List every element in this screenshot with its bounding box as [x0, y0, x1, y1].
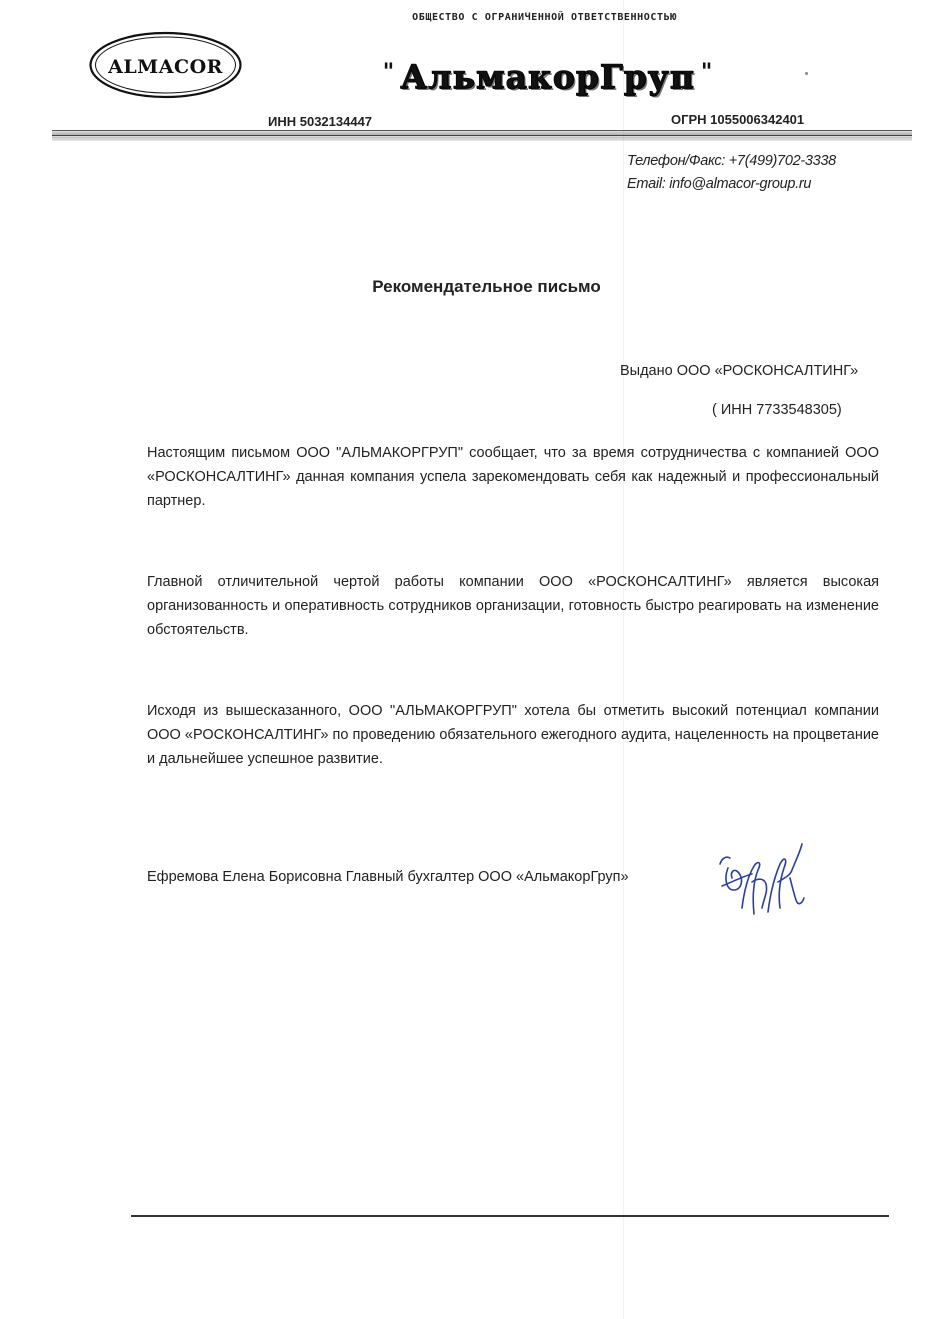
- quote-left: ": [382, 59, 395, 85]
- issued-to-inn: ( ИНН 7733548305): [712, 402, 842, 418]
- quote-right: ": [700, 59, 713, 85]
- phone-fax: Телефон/Факс: +7(499)702-3338: [627, 153, 836, 169]
- header-rule: [52, 130, 912, 141]
- almacor-logo-icon: [88, 30, 243, 100]
- footer-rule: [131, 1215, 889, 1217]
- logo-text: ALMACOR: [108, 56, 223, 78]
- contact-block: [627, 150, 836, 196]
- company-inn: ИНН 5032134447: [268, 114, 373, 129]
- letter-title: Рекомендательное письмо: [372, 277, 601, 296]
- signature-icon: [718, 838, 810, 920]
- scan-speck: [805, 72, 808, 75]
- company-legal-form: ОБЩЕСТВО С ОГРАНИЧЕННОЙ ОТВЕТСТВЕННОСТЬЮ: [412, 12, 677, 23]
- scan-crease: [623, 0, 624, 1319]
- company-name-block: [380, 48, 715, 104]
- company-ogrn: ОГРН 1055006342401: [671, 112, 805, 127]
- paragraph-2: Главной отличительной чертой работы компании ООО «РОСКОНСАЛТИНГ» является высокая организованность и оперативность сотрудников организации, готовность быстро реагировать на изменение обстоятельств.: [147, 574, 879, 638]
- signer-line: Ефремова Елена Борисовна Главный бухгалтер ООО «АльмакорГруп»: [147, 869, 629, 885]
- paragraph-1: Настоящим письмом ООО "АЛЬМАКОРГРУП" сообщает, что за время сотрудничества с компанией ООО «РОСКОНСАЛТИНГ» данная компания успела зарекомендовать себя как надежный и профессиональный партнер.: [147, 445, 879, 509]
- issued-to: Выдано ООО «РОСКОНСАЛТИНГ»: [620, 363, 859, 379]
- email-address: Email: info@almacor-group.ru: [627, 176, 812, 192]
- company-name: АльмакорГруп: [400, 56, 695, 96]
- paragraph-3: Исходя из вышесказанного, ООО "АЛЬМАКОРГРУП" хотела бы отметить высокий потенциал компании ООО «РОСКОНСАЛТИНГ» по проведению обязательного ежегодного аудита, нацеленность на процветание и дальнейшее успешное развитие.: [147, 703, 879, 767]
